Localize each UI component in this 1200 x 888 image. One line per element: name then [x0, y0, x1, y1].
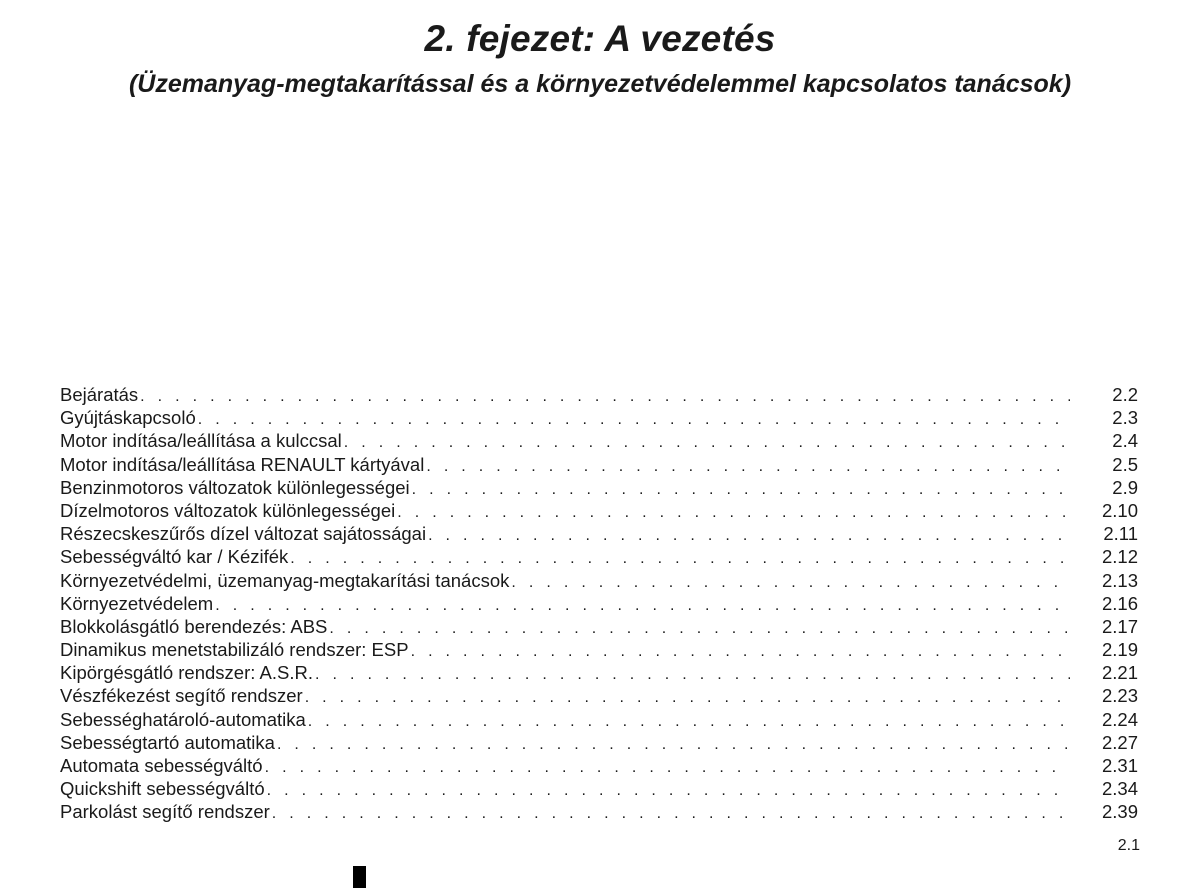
toc-entry-label: Automata sebességváltó — [60, 755, 263, 776]
leader-dots — [428, 524, 1070, 545]
leader-dots — [290, 547, 1070, 568]
toc-entry-label: Quickshift sebességváltó — [60, 778, 265, 800]
leader-dots — [511, 571, 1070, 592]
leader-dots — [272, 802, 1070, 823]
leader-dots — [426, 455, 1070, 476]
toc-entry-page: 2.9 — [1112, 476, 1138, 498]
toc-entry-page: 2.16 — [1101, 592, 1138, 614]
toc-entry-label: Dinamikus menetstabilizáló rendszer: ESP — [60, 639, 409, 661]
toc-entry-label: Bejáratás — [60, 384, 139, 405]
toc-entry-page: 2.34 — [1101, 778, 1138, 800]
toc-entry[interactable] — [60, 708, 1138, 731]
leader-dots — [412, 478, 1070, 499]
toc-entry[interactable] — [60, 731, 1138, 754]
toc-entry-page: 2.10 — [1101, 499, 1138, 521]
toc-entry-label: Dízelmotoros változatok különlegességei — [60, 499, 396, 521]
toc-entry[interactable] — [60, 406, 1138, 429]
toc-entry-label: Benzinmotoros változatok különlegességei — [60, 476, 410, 498]
toc-entry-label: Motor indítása/leállítása a kulccsal — [60, 430, 342, 452]
toc-entry-page: 2.13 — [1101, 569, 1138, 591]
leader-dots — [329, 617, 1070, 638]
toc-entry[interactable] — [60, 661, 1138, 684]
toc-entry-page: 2.12 — [1101, 546, 1138, 568]
leader-dots — [411, 640, 1070, 661]
table-of-contents — [60, 383, 1138, 824]
toc-entry-page: 2.11 — [1103, 523, 1138, 545]
toc-entry-page: 2.31 — [1101, 755, 1138, 776]
margin-tab-mark — [353, 866, 366, 888]
toc-entry-label: Motor indítása/leállítása RENAULT kártyával — [60, 453, 425, 475]
toc-entry-label: Parkolást segítő rendszer — [60, 801, 270, 823]
leader-dots — [198, 408, 1070, 429]
toc-entry[interactable] — [60, 453, 1138, 476]
toc-entry-label: Blokkolásgátló berendezés: ABS — [60, 615, 328, 637]
toc-entry-label: Sebességtartó automatika — [60, 731, 275, 753]
toc-entry[interactable] — [60, 615, 1138, 638]
toc-entry-page: 2.24 — [1101, 708, 1138, 730]
toc-entry-page: 2.5 — [1112, 453, 1138, 475]
toc-entry-label: Sebességhatároló-automatika — [60, 708, 306, 730]
toc-entry-page: 2.4 — [1112, 430, 1138, 452]
toc-entry-page: 2.27 — [1101, 731, 1138, 753]
leader-dots — [265, 756, 1070, 777]
toc-entry-page: 2.3 — [1112, 407, 1138, 429]
toc-entry-page: 2.23 — [1101, 685, 1138, 707]
leader-dots — [397, 501, 1070, 522]
toc-entry[interactable] — [60, 777, 1138, 800]
chapter-title: 2. fejezet: A vezetés — [424, 18, 776, 59]
leader-dots — [305, 686, 1070, 707]
toc-entry-page: 2.21 — [1101, 662, 1138, 684]
leader-dots — [140, 385, 1070, 406]
toc-entry[interactable] — [60, 499, 1138, 522]
chapter-header — [0, 16, 1200, 100]
toc-entry-label: Vészfékezést segítő rendszer — [60, 685, 303, 707]
leader-dots — [308, 710, 1070, 731]
leader-dots — [315, 663, 1070, 684]
toc-entry-page: 2.39 — [1101, 801, 1138, 823]
chapter-subtitle: (Üzemanyag-megtakarítással és a környezetvédelemmel kapcsolatos tanácsok) — [128, 70, 1072, 98]
toc-entry-label: Környezetvédelem — [60, 592, 214, 614]
toc-entry-page: 2.19 — [1101, 639, 1138, 661]
leader-dots — [277, 733, 1070, 754]
toc-entry[interactable] — [60, 476, 1138, 499]
page-number: 2.1 — [1117, 837, 1140, 854]
toc-entry[interactable] — [60, 429, 1138, 452]
toc-entry-label: Környezetvédelmi, üzemanyag-megtakarítási tanácsok — [60, 569, 510, 591]
toc-entry-label: Sebességváltó kar / Kézifék — [60, 546, 289, 568]
toc-entry[interactable] — [60, 569, 1138, 592]
toc-entry[interactable] — [60, 684, 1138, 707]
toc-entry[interactable] — [60, 545, 1138, 568]
leader-dots — [215, 594, 1070, 615]
toc-entry-page: 2.2 — [1112, 384, 1138, 405]
toc-entry-label: Kipörgésgátló rendszer: A.S.R. — [60, 662, 313, 684]
toc-entry[interactable] — [60, 522, 1138, 545]
toc-entry[interactable] — [60, 800, 1138, 823]
leader-dots — [344, 431, 1070, 452]
toc-entry-label: Gyújtáskapcsoló — [60, 407, 196, 429]
toc-entry-page: 2.17 — [1101, 615, 1138, 637]
toc-entry[interactable] — [60, 754, 1138, 777]
toc-entry[interactable] — [60, 592, 1138, 615]
leader-dots — [267, 779, 1070, 800]
toc-entry[interactable] — [60, 383, 1138, 406]
toc-entry-label: Részecskeszűrős dízel változat sajátosságai — [60, 523, 427, 545]
toc-entry[interactable] — [60, 638, 1138, 661]
